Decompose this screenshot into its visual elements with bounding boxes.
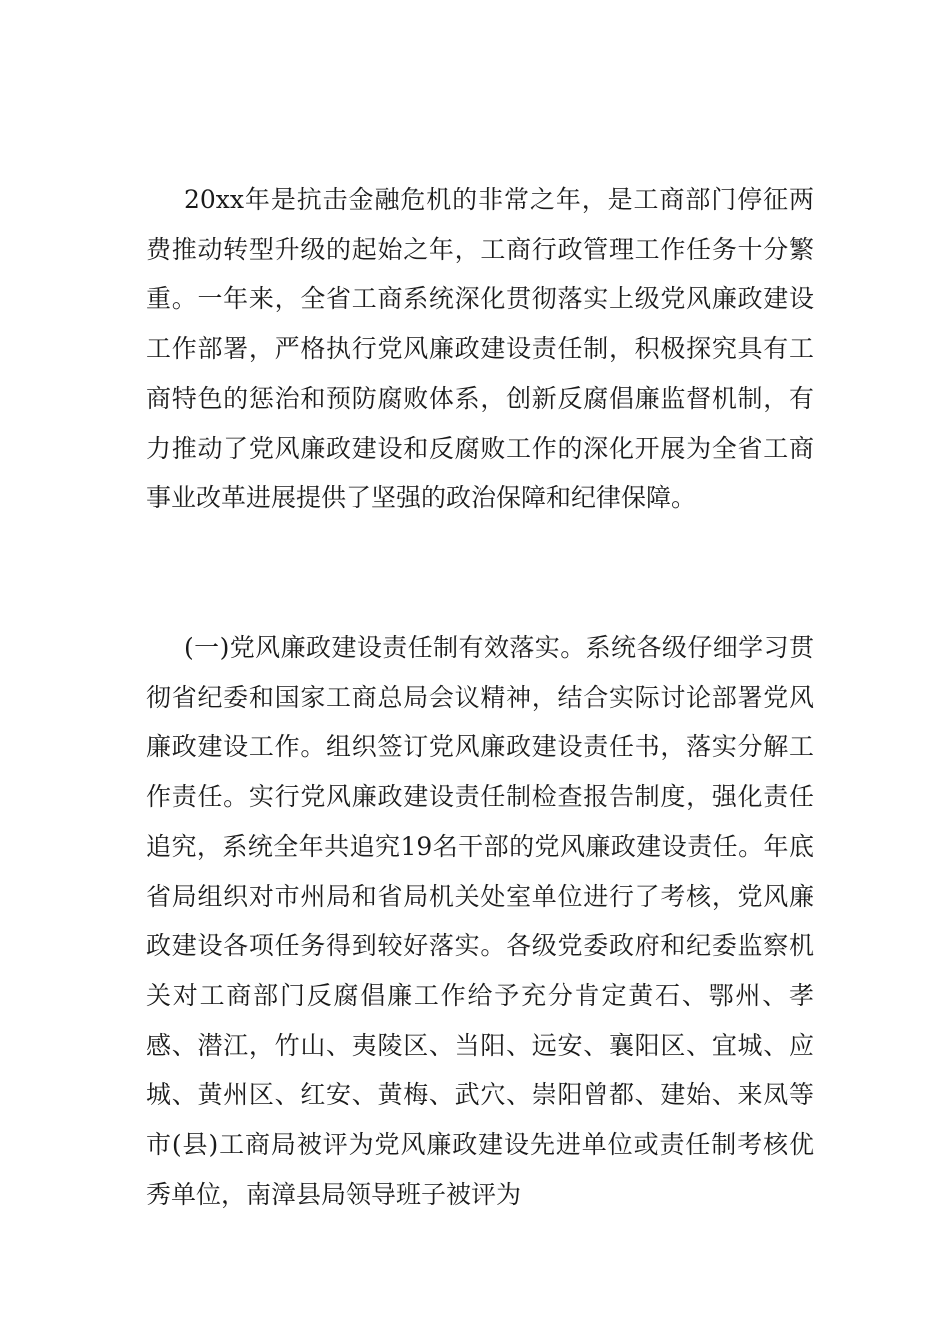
paragraph-intro: 20xx年是抗击金融危机的非常之年，是工商部门停征两费推动转型升级的起始之年，工商行政管理工作任务十分繁重。一年来，全省工商系统深化贯彻落实上级党风廉政建设工作部署，严格执行党风廉政建设责任制，积极探究具有工商特色的惩治和预防腐败体系，创新反腐倡廉监督机制，有力推动了党风廉政建设和反腐败工作的深化开展为全省工商事业改革进展提供了坚强的政治保障和纪律保障。 [146,185,814,513]
paragraph-section-1: (一)党风廉政建设责任制有效落实。系统各级仔细学习贯彻省纪委和国家工商总局会议精神，结合实际讨论部署党风廉政建设工作。组织签订党风廉政建设责任书，落实分解工作责任。实行党风廉政建设责任制检查报告制度，强化责任追究，系统全年共追究19名干部的党风廉政建设责任。年底省局组织对市州局和省局机关处室单位进行了考核，党风廉政建设各项任务得到较好落实。各级党委政府和纪委监察机关对工商部门反腐倡廉工作给予充分肯定黄石、鄂州、孝感、潜江，竹山、夷陵区、当阳、远安、襄阳区、宜城、应城、黄州区、红安、黄梅、武穴、崇阳曾都、建始、来凤等市(县)工商局被评为党风廉政建设先进单位或责任制考核优秀单位，南漳县局领导班子被评为 [146,633,814,1209]
